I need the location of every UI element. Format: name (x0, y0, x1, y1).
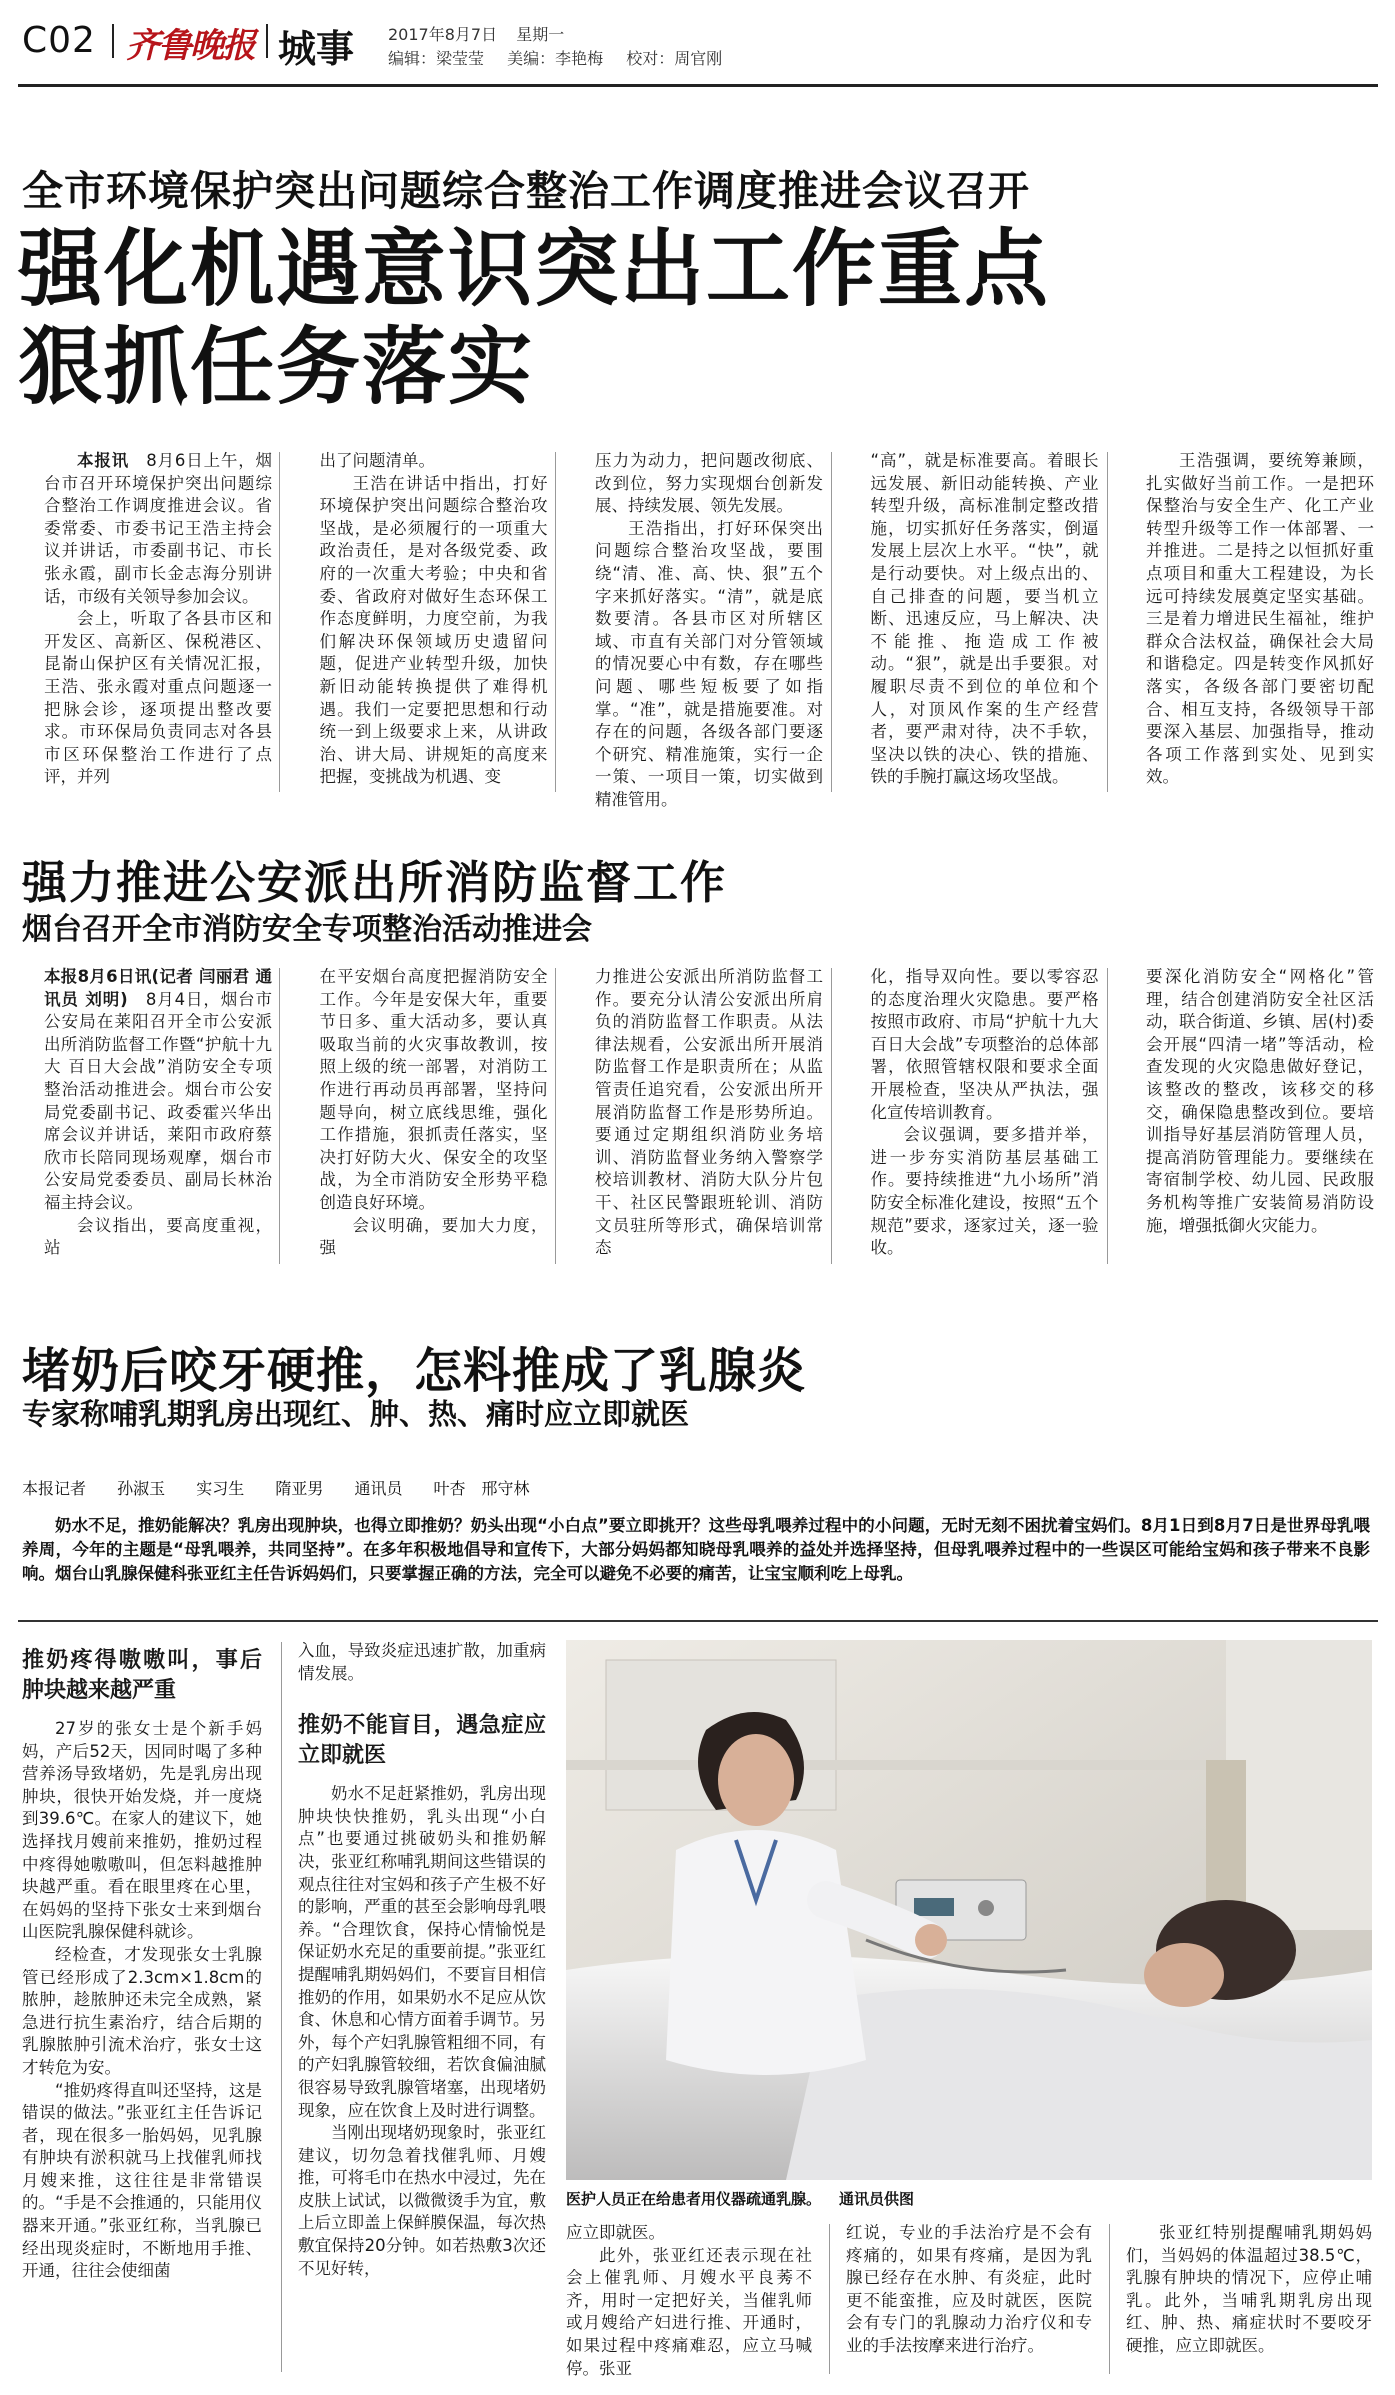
proofreader-credit: 校对：周官刚 (626, 49, 723, 68)
article3-paragraph: “推奶疼得直叫还坚持，这是错误的做法。”张亚红主任告诉记者，现在很多一胎妈妈，见乳腺有肿块有淤积就马上找催乳师找月嫂来推，这往往是非常错误的。“手是不会推通的，只能用仪器来开通。”张亚红称，当乳腺已经出现炎症时，不断地用手推、开通，往往会使细菌 (22, 2080, 262, 2281)
column-divider (1107, 452, 1108, 792)
article3-paragraph: 红说，专业的手法治疗是不会有疼痛的，如果有疼痛，是因为乳腺已经存在水肿、有炎症，此时更不能蛮推，应及时就医，医院会有专门的乳腺动力治疗仪和专业的手法按摩来进行治疗。 (846, 2223, 1092, 2355)
article1-paragraph: 压力为动力，把问题改彻底、改到位，努力实现烟台创新发展、持续发展、领先发展。 (595, 451, 823, 516)
byline-reporter: 孙淑玉 (117, 1479, 166, 1498)
date-text: 2017年8月7日 (388, 25, 498, 44)
caption-text: 医护人员正在给患者用仪器疏通乳腺。 (566, 2190, 822, 2208)
column-divider (829, 2224, 830, 2374)
art-editor-credit: 美编：李艳梅 (507, 49, 604, 68)
article2-paragraph: 要深化消防安全“网格化”管理，结合创建消防安全社区活动，联合街道、乡镇、居(村)委会开展“四清一堵”等活动，检查发现的火灾隐患做好登记，该整改的整改，该移交的移交，确保隐患整改到位。要培训指导好基层消防管理人员，提高消防管理能力。要继续在寄宿制学校、幼儿园、民政服务机构等推广安装简易消防设施，增强抵御火灾能力。 (1146, 967, 1374, 1235)
article1-paragraph: 王浩在讲话中指出，打好环境保护突出问题综合整治攻坚战，是必须履行的一项重大政治责任，是对各级党委、政府的一次重大考验；中央和省委、省政府对做好生态环保工作态度鲜明，力度空前，为我们解决环保领域历史遗留问题，促进产业转型升级，加快新旧动能转换提供了难得机遇。我们一定要把思想和行动统一到上级要求上来，从讲政治、讲大局、讲规矩的高度来把握，变挑战为机遇、变 (319, 473, 548, 787)
column-divider (831, 452, 832, 792)
article3-lead (22, 1514, 1370, 1586)
article1-body (44, 450, 1374, 809)
article2-paragraph: 会议指出，要高度重视，站 (44, 1215, 272, 1258)
article3-paragraph: 此外，张亚红还表示现在社会上催乳师、月嫂水平良莠不齐，用时一定把好关，当催乳师或月嫂给产妇进行推、开通时，如果过程中疼痛难忍，应立马喊停。张亚 (566, 2245, 812, 2378)
article3-paragraph: 入血，导致炎症迅速扩散，加重病情发展。 (298, 1641, 546, 1683)
article3-headline: 堵奶后咬牙硬推，怎料推成了乳腺炎 (22, 1343, 807, 1399)
paper-logo: 齐鲁晚报 (126, 26, 254, 66)
article3-lower-columns (566, 2222, 1372, 2382)
article1-headline-line2: 狠抓任务落实 (18, 318, 535, 416)
article3-column-1 (22, 1640, 262, 2375)
column-divider (1107, 968, 1108, 1264)
article2-paragraph: 在平安烟台高度把握消防安全工作。今年是安保大年，重要节日多、重大活动多，要认真吸取当前的火灾事故教训，按照上级的统一部署，对消防工作进行再动员再部署，坚持问题导向，树立底线思维，强化工作措施，狠抓责任落实，坚决打好防大火、保安全的攻坚战，为全市消防安全形势平稳创造良好环境。 (319, 967, 548, 1212)
article3-paragraph: 当刚出现堵奶现象时，张亚红建议，切勿急着找催乳师、月嫂推，可将毛巾在热水中浸过，先在皮肤上试试，以微微烫手为宜，敷上后立即盖上保鲜膜保温，每次热敷宜保持20分钟。如若热敷3次还不见好转， (298, 2123, 546, 2278)
column-divider (831, 968, 832, 1264)
article2-subtitle: 烟台召开全市消防安全专项整治活动推进会 (22, 912, 592, 947)
byline-correspondent-label: 通讯员 (354, 1479, 403, 1498)
article3-subtitle: 专家称哺乳期乳房出现红、肿、热、痛时应立即就医 (22, 1397, 690, 1431)
article2-body (44, 966, 1374, 1266)
article2-headline: 强力推进公安派出所消防监督工作 (22, 856, 728, 909)
article2-column-5 (1146, 966, 1374, 1266)
photo-credit: 通讯员供图 (839, 2190, 915, 2208)
staff-credits (388, 46, 740, 69)
article1-column-4 (871, 450, 1099, 795)
editor-credit: 编辑：梁莹莹 (388, 49, 485, 68)
article1-column-1 (44, 450, 272, 795)
article3-subhead-1: 推奶疼得嗷嗷叫，事后肿块越来越严重 (22, 1648, 262, 1703)
byline-intern-label: 实习生 (196, 1479, 245, 1498)
byline-correspondents: 叶杏 邢守林 (433, 1479, 530, 1498)
article2-column-2 (320, 966, 548, 1266)
weekday-text: 星期一 (516, 25, 565, 44)
article1-column-3 (595, 450, 823, 809)
article3-column-2 (298, 1640, 546, 2375)
masthead-divider (112, 24, 114, 58)
article2-dateline: 本报8月6日讯(记者 闫丽君 通讯员 刘明) (44, 967, 272, 1009)
article1-paragraph: “高”，就是标准要高。着眼长远发展、新旧动能转换、产业转型升级，高标准制定整改措施，切实抓好任务落实，倒逼发展上层次上水平。“快”，就是行动要快。对上级点出的、自己排查的问题，要当机立断、迅速反应，马上解决、决不能推、拖造成工作被动。“狠”，就是出手要狠。对履职尽责不到位的单位和个人，对顶风作案的生产经营者，要严肃对待，决不手软，坚决以铁的决心、铁的措施、铁的手腕打赢这场攻坚战。 (870, 451, 1099, 787)
article2-paragraph: 会议明确，要加大力度，强 (319, 1215, 548, 1258)
article2-column-1 (44, 966, 272, 1266)
article-photo (566, 1640, 1372, 2180)
article1-headline (18, 220, 1050, 416)
article2-column-4 (871, 966, 1099, 1266)
article3-paragraph: 张亚红特别提醒哺乳期妈妈们，当妈妈的体温超过38.5℃，乳腺有肿块的情况下，应停止哺乳。此外，当哺乳期乳房出现红、肿、热、痛症状时不要咬牙硬推，应立即就医。 (1126, 2223, 1372, 2355)
photo-illustration (566, 1640, 1372, 2180)
photo-caption (566, 2188, 914, 2209)
article2-paragraph: 力推进公安派出所消防监督工作。要充分认清公安派出所肩负的消防监督工作职责。从法律法规看，公安派出所开展消防监督工作是职责所在；从监管责任追究看，公安派出所开展消防监督工作是形势所迫。要通过定期组织消防业务培训、消防监督业务纳入警察学校培训教材、消防大队分片包干、社区民警跟班轮训、消防文员驻所等形式，确保培训常态 (595, 967, 823, 1258)
article3-column-4 (846, 2222, 1092, 2382)
column-divider (281, 1642, 282, 2372)
article1-dateline: 本报讯 (77, 451, 129, 470)
page-number: C02 (22, 20, 96, 61)
masthead-divider (266, 24, 268, 58)
byline-intern: 隋亚男 (275, 1479, 324, 1498)
article1-column-2 (320, 450, 548, 795)
column-divider (279, 452, 280, 792)
column-divider (555, 452, 556, 792)
article2-paragraph: 会议强调，要多措并举，进一步夯实消防基层基础工作。要持续推进“九小场所”消防安全标准化建设，按照“五个规范”要求，逐家过关，逐一验收。 (870, 1125, 1099, 1258)
article2-paragraph: 8月4日，烟台市公安局在莱阳召开全市公安派出所消防监督工作暨“护航十九大 百日大会战”消防安全专项整治活动推进会。烟台市公安局党委副书记、政委霍兴华出席会议并讲话，莱阳市政府蔡欣市长陪同现场观摩，烟台市公安局党委委员、副局长林治福主持会议。 (44, 989, 273, 1212)
article3-lead-text: 奶水不足，推奶能解决？乳房出现肿块，也得立即推奶？奶头出现“小白点”要立即挑开？这些母乳喂养过程中的小问题，无时无刻不困扰着宝妈们。8月1日到8月7日是世界母乳喂养周，今年的主题是“母乳喂养，共同坚持”。在多年积极地倡导和宣传下，大部分妈妈都知晓母乳喂养的益处并选择坚持，但母乳喂养过程中的一些误区可能给宝妈和孩子带来不良影响。烟台山乳腺保健科张亚红主任告诉妈妈们，只要掌握正确的方法，完全可以避免不必要的痛苦，让宝宝顺利吃上母乳。 (22, 1516, 1370, 1583)
article1-paragraph: 王浩强调，要统筹兼顾，扎实做好当前工作。一是把环保整治与安全生产、化工产业转型升级等工作一体部署、一并推进。二是持之以恒抓好重点项目和重大工程建设，为长远可持续发展奠定坚实基础。三是着力增进民生福祉，维护群众合法权益，确保社会大局和谐稳定。四是转变作风抓好落实，各级各部门要密切配合、相互支持，各级领导干部要深入基层、加强指导，推动各项工作落到实处、见到实效。 (1146, 451, 1374, 787)
article1-column-5 (1146, 450, 1374, 795)
lead-rule (18, 1620, 1378, 1622)
article2-paragraph: 化，指导双向性。要以零容忍的态度治理火灾隐患。要严格按照市政府、市局“护航十九大 百日大会战”专项整治的总体部署，依照管辖权限和要求全面开展检查，坚决从严执法，强化宣传培训教育。 (870, 967, 1099, 1122)
byline-label: 本报记者 (22, 1479, 87, 1498)
article1-paragraph: 王浩指出，打好环保突出问题综合整治攻坚战，要围绕“清、准、高、快、狠”五个字来抓好落实。“清”，就是底数要清。各县市区对所辖区域、市直有关部门对分管领域的情况要心中有数，存在哪些问题、哪些短板要了如指掌。“准”，就是措施要准。对存在的问题，各级各部门要逐个研究、精准施策，实行一企一策、一项目一策，切实做到精准管用。 (595, 518, 823, 809)
section-title: 城事 (278, 27, 355, 71)
article3-subhead-2: 推奶不能盲目，遇急症应立即就医 (298, 1713, 546, 1769)
article1-paragraph: 出了问题清单。 (319, 451, 435, 470)
article1-paragraph: 会上，听取了各县市区和开发区、高新区、保税港区、昆嵛山保护区有关情况汇报，王浩、张永霞对重点问题逐一把脉会诊，逐项提出整改要求。市环保局负责同志对各县市区环保整治工作进行了点评，并列 (44, 609, 272, 787)
article2-column-3 (595, 966, 823, 1266)
article3-paragraph: 奶水不足赶紧推奶，乳房出现肿块快快推奶，乳头出现“小白点”也要通过挑破奶头和推奶解决，张亚红称哺乳期间这些错误的观点往往对宝妈和孩子产生极不好的影响，严重的甚至会影响母乳喂养。“合理饮食，保持心情愉悦是保证奶水充足的重要前提。”张亚红提醒哺乳期妈妈们，不要盲目相信推奶的作用，如果奶水不足应从饮食、休息和心情方面着手调节。另外，每个产妇乳腺管粗细不同，有的产妇乳腺管较细，若饮食偏油腻很容易导致乳腺管堵塞，出现堵奶现象，应在饮食上及时进行调整。 (298, 1784, 546, 2120)
article1-paragraph: 8月6日上午，烟台市召开环境保护突出问题综合整治工作调度推进会议。省委常委、市委书记王浩主持会议并讲话，市委副书记、市长张永霞，副市长金志海分别讲话，市级有关领导参加会议。 (44, 451, 273, 606)
article1-headline-line1: 强化机遇意识突出工作重点 (18, 220, 1051, 318)
article3-paragraph: 27岁的张女士是个新手妈妈，产后52天，因同时喝了多种营养汤导致堵奶，先是乳房出现肿块，很快开始发烧，并一度烧到39.6℃。在家人的建议下，她选择找月嫂前来推奶，推奶过程中疼得她嗷嗷叫，但怎料越推肿块越严重。看在眼里疼在心里，在妈妈的坚持下张女士来到烟台山医院乳腺保健科就诊。 (22, 1719, 262, 1942)
article3-byline (22, 1476, 546, 1499)
article3-column-3 (566, 2222, 812, 2382)
article3-column-5 (1126, 2222, 1372, 2382)
article3-paragraph: 应立即就医。 (566, 2223, 665, 2242)
article1-subtitle: 全市环境保护突出问题综合整治工作调度推进会议召开 (22, 167, 1030, 215)
article3-paragraph: 经检查，才发现张女士乳腺管已经形成了2.3cm×1.8cm的脓肿，趁脓肿还未完全成熟，紧急进行抗生素治疗，结合后期的乳腺脓肿引流术治疗，张女士这才转危为安。 (22, 1944, 262, 2077)
column-divider (555, 968, 556, 1264)
issue-date (388, 22, 564, 45)
column-divider (1109, 2224, 1110, 2374)
masthead (0, 0, 1395, 78)
masthead-rule (18, 84, 1378, 87)
column-divider (279, 968, 280, 1264)
